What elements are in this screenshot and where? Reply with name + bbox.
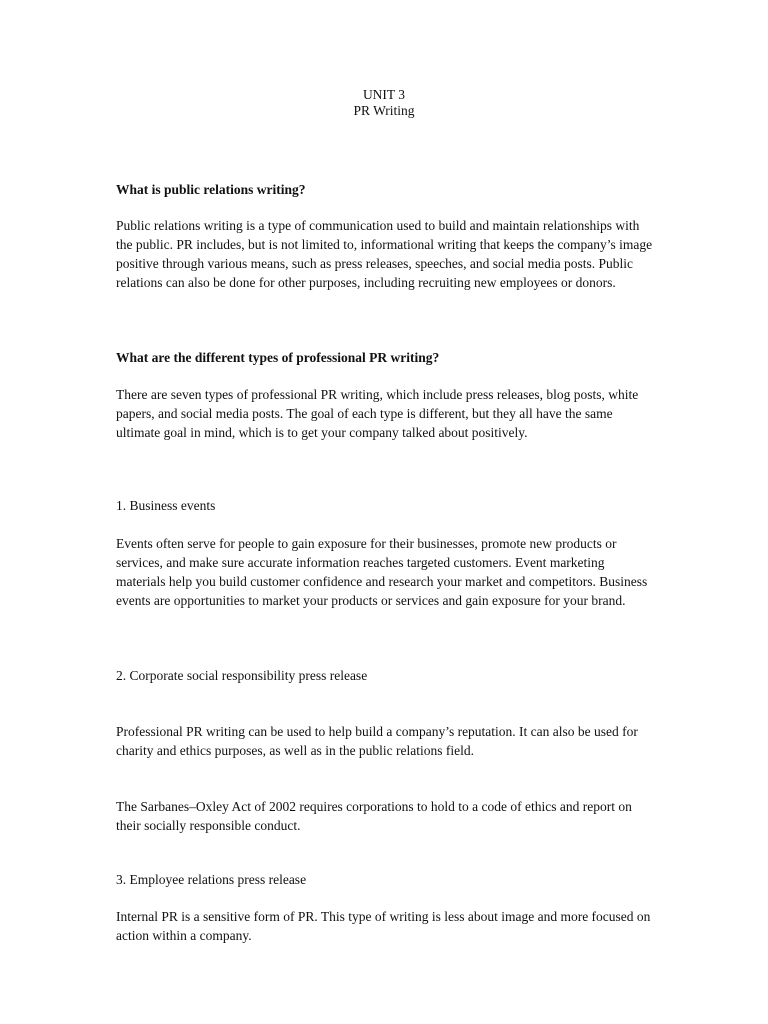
- item3-heading: 3. Employee relations press release: [116, 871, 307, 887]
- unit-header: [0, 87, 768, 119]
- item2-heading: 2. Corporate social responsibility press release: [116, 667, 368, 683]
- unit-title: PR Writing: [353, 103, 415, 118]
- item2-paragraph-2: The Sarbanes–Oxley Act of 2002 requires corporations to hold to a code of ethics and report on their socially responsible conduct.: [116, 798, 632, 833]
- item1-heading: 1. Business events: [116, 497, 216, 513]
- item3-paragraph: Internal PR is a sensitive form of PR. This type of writing is less about image and more focused on action within a company.: [116, 908, 651, 943]
- q1-heading: What is public relations writing?: [116, 181, 306, 197]
- q2-paragraph: There are seven types of professional PR writing, which include press releases, blog posts, white papers, and social media posts. The goal of each type is different, but they all have the same ultimate goal in mind, which is to get your company talked about positively.: [116, 386, 639, 440]
- unit-number: UNIT 3: [362, 87, 406, 102]
- item2-paragraph: Professional PR writing can be used to help build a company’s reputation. It can also be used for charity and ethics purposes, as well as in the public relations field.: [116, 723, 638, 758]
- q2-heading: What are the different types of professional PR writing?: [116, 349, 440, 365]
- q1-paragraph: Public relations writing is a type of communication used to build and maintain relationships with the public. PR includes, but is not limited to, informational writing that keeps the company’s image positive through various means, such as press releases, speeches, and social media posts. Public relations can also be done for other purposes, including recruiting new employees or donors.: [116, 217, 653, 290]
- item1-paragraph: Events often serve for people to gain exposure for their businesses, promote new products or services, and make sure accurate information reaches targeted customers. Event marketing materials help you build customer confidence and research your market and competitors. Business events are opportunities to market your products or services and gain exposure for your brand.: [116, 535, 648, 608]
